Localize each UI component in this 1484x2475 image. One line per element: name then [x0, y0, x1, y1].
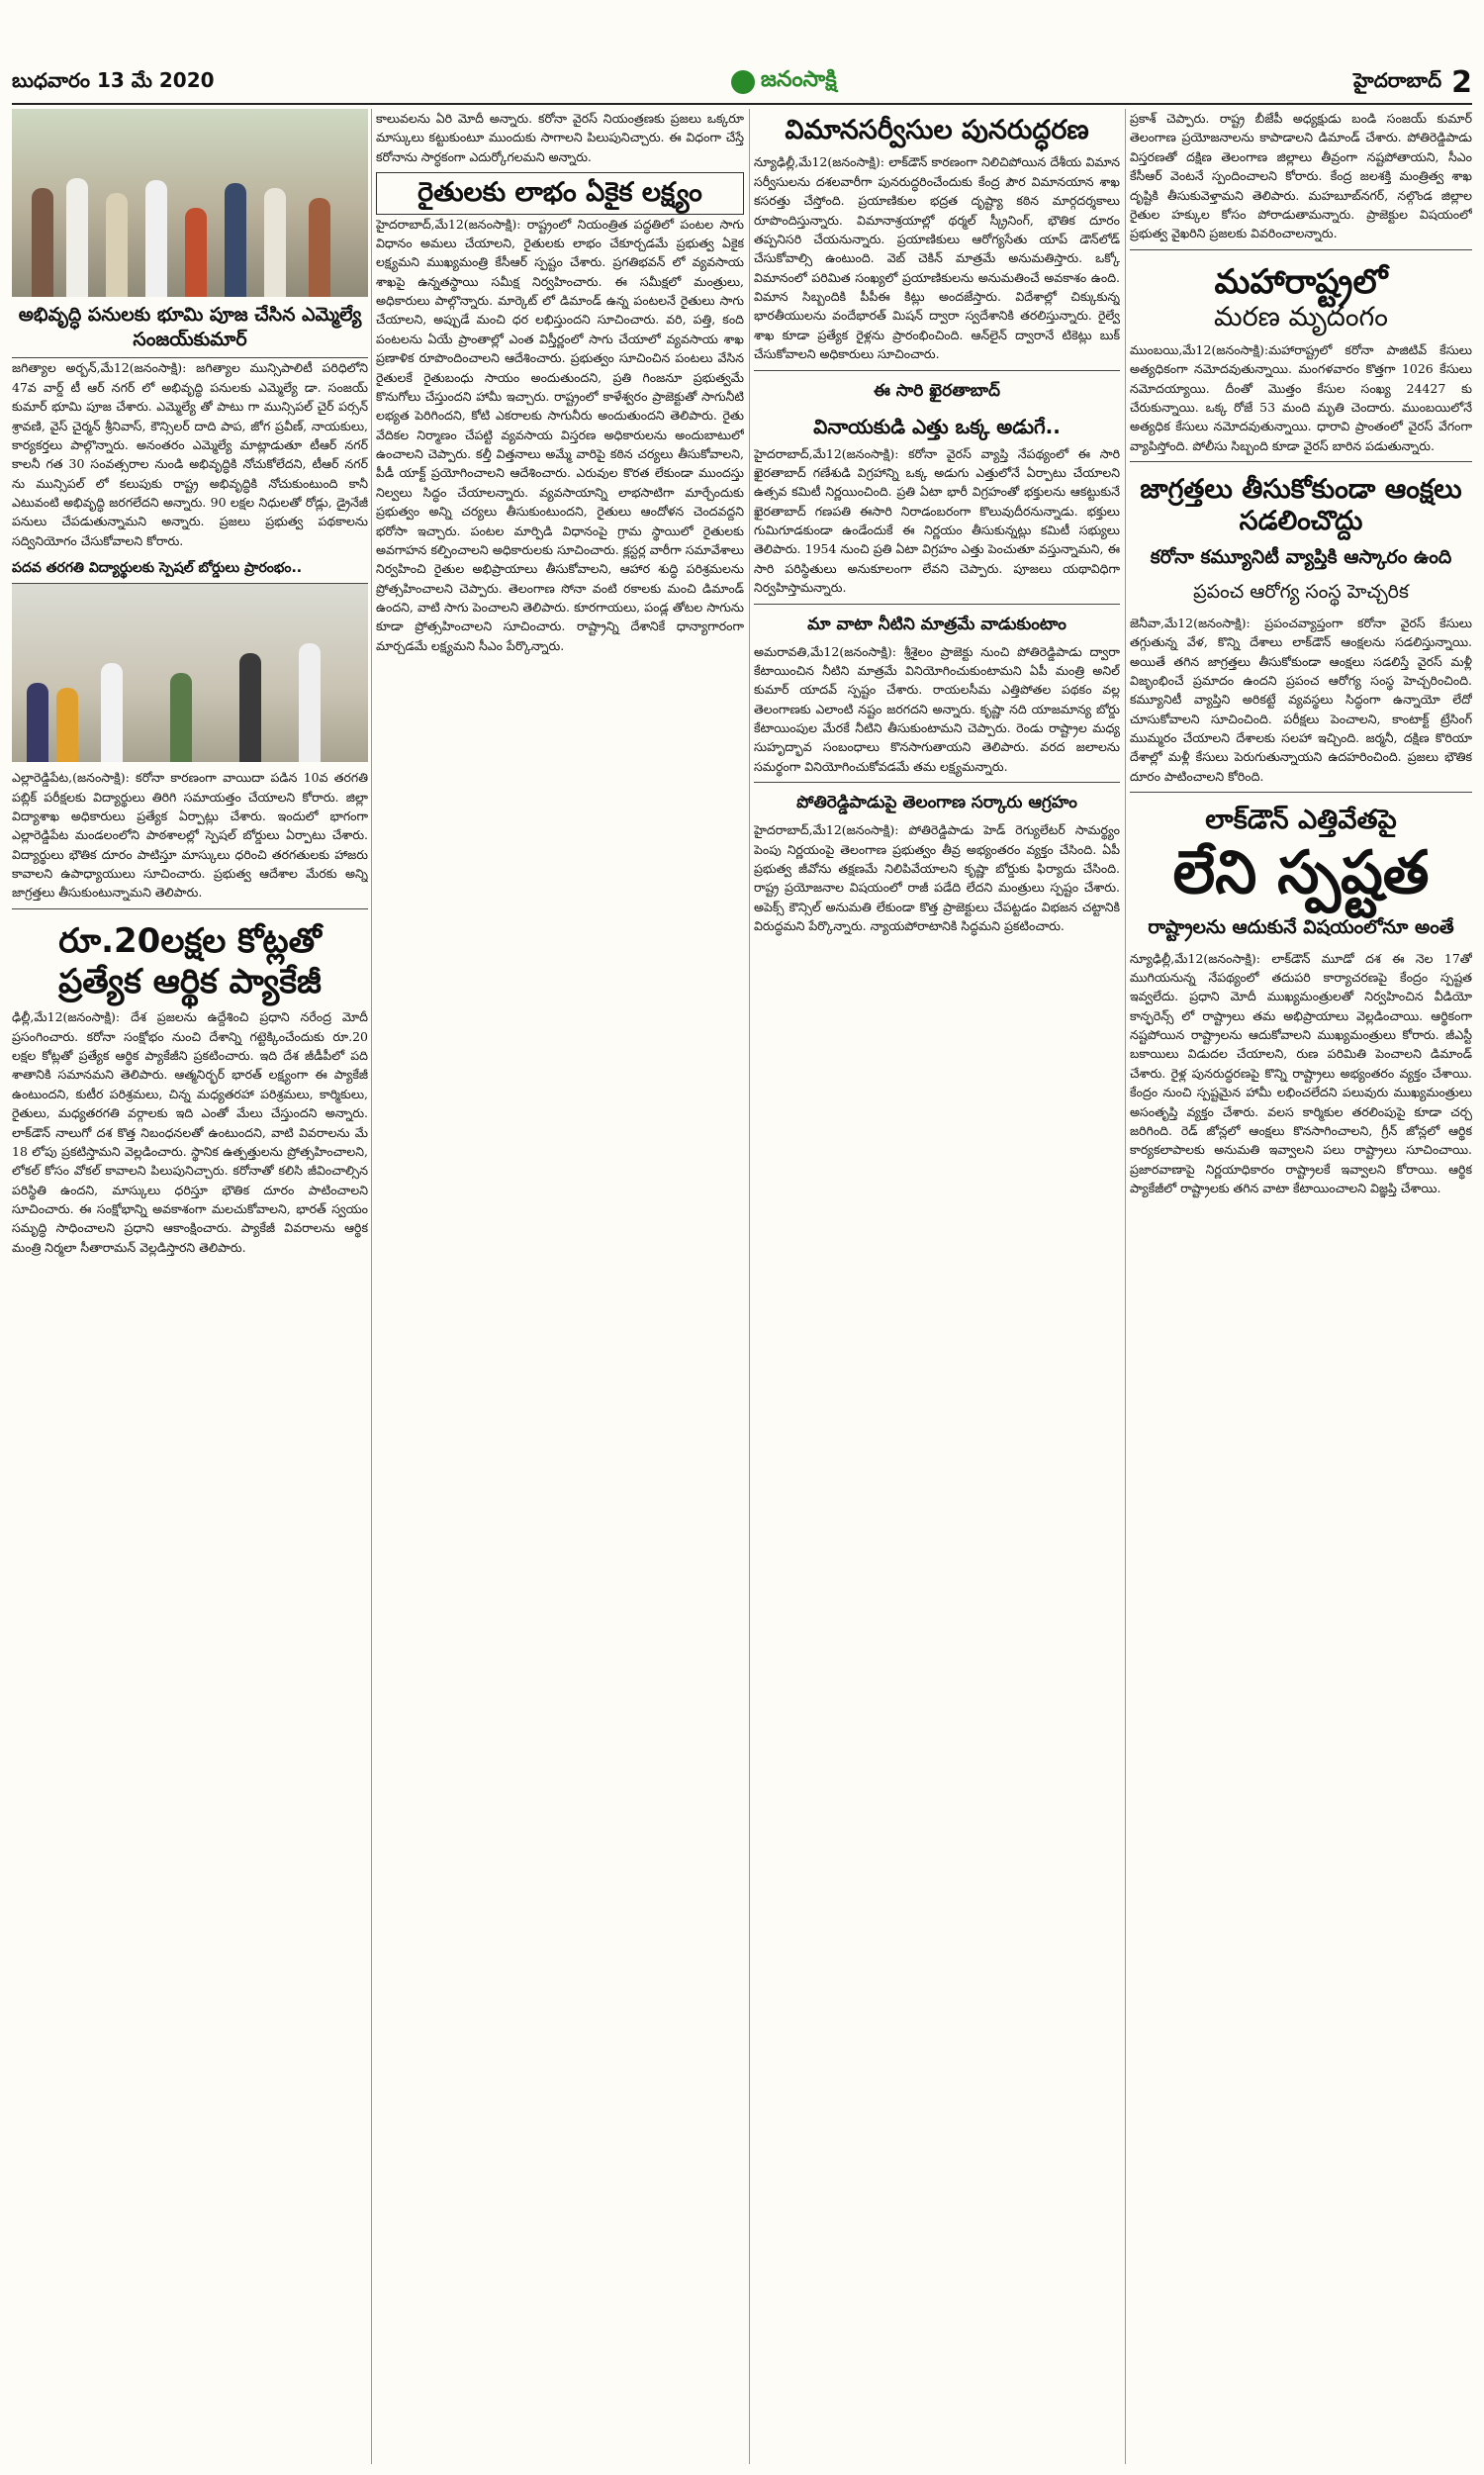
water-share-body: అమరావతి,మే12(జనంసాక్షి): శ్రీశైలం ప్రాజెక్టు నుంచి పోతిరెడ్డిపాడు ద్వారా కేటాయించిన నీటిని మాత్రమే వినియోగించుకుంటామని ఏపీ మంత్రి అనిల్ కుమార్ యాదవ్ స్పష్టం చేశారు. రాయలసీమ ఎత్తిపోతల పథకం వల్ల తెలంగాణకు ఎలాంటి నష్టం జరగదని అన్నారు. కృష్ణా నది యాజమాన్య బోర్డు కేటాయింపుల మేరకే నీటిని తీసుకుంటామని చెప్పారు. రెండు రాష్ట్రాల మధ్య సుహృద్భావ సంబంధాలు కొనసాగుతాయని తెలిపారు. వరద జలాలను సమర్థంగా వినియోగించుకోవడమే తమ లక్ష్యమన్నారు. — [754, 643, 1120, 774]
column-rule — [371, 109, 372, 2464]
lockdown-headline-large: లేని స్పష్టత — [1172, 837, 1430, 907]
story-lead-body: ప్రకాశ్ చెప్పారు. రాష్ట్ర బీజేపీ అధ్యక్షుడు బండి సంజయ్ కుమార్ తెలంగాణ ప్రయోజనాలను కాపాడాలని డిమాండ్ చేశారు. పోతిరెడ్డిపాడు విస్తరణతో దక్షిణ తెలంగాణ జిల్లాలు తీవ్రంగా నష్టపోతాయని, సీఎం కేసీఆర్ వెంటనే స్పందించాలని కోరారు. కేంద్ర జలశక్తి మంత్రిత్వ శాఖ దృష్టికి తీసుకువెళ్తామని తెలిపారు. మహబూబ్‌నగర్, నల్గొండ జిల్లాల రైతుల హక్కుల కోసం పోరాడుతామన్నారు. ప్రాజెక్టుల విషయంలో ప్రభుత్వ వైఖరిని ప్రజలకు వివరించాలన్నారు. — [1130, 111, 1472, 241]
ganesh-body: హైదరాబాద్,మే12(జనంసాక్షి): కరోనా వైరస్ వ్యాప్తి నేపథ్యంలో ఈ సారి ఖైరతాబాద్ గణేశుడి విగ్రహాన్ని ఒక్క అడుగు ఎత్తులోనే ఏర్పాటు చేయాలని ఉత్సవ కమిటీ నిర్ణయించింది. ప్రతి ఏటా భారీ విగ్రహంతో భక్తులను ఆకట్టుకునే ఖైరతాబాద్ గణపతి ఈసారి నిరాడంబరంగా కొలువుదీరనున్నాడు. భక్తులు గుమిగూడకుండా ఉండేందుకే ఈ నిర్ణయం తీసుకున్నట్లు కమిటీ సభ్యులు తెలిపారు. 1954 నుంచి ప్రతి ఏటా విగ్రహం ఎత్తు పెంచుతూ వస్తున్నామని, ఈ సారి పరిస్థితులు అనుకూలంగా లేవని చెప్పారు. పూజలు యథావిధిగా నిర్వహిస్తామన్నారు. — [754, 445, 1120, 596]
story1-body: జగిత్యాల అర్బన్,మే12(జనంసాక్షి): జగిత్యాల మున్సిపాలిటీ పరిధిలోని 47వ వార్డ్ టీ ఆర్ నగర్ లో అభివృద్ధి పనులకు ఎమ్మెల్యే డా. సంజయ్ కుమార్ భూమి పూజ చేశారు. ఎమ్మెల్యే తో పాటు గా మున్సిపల్ చైర్ పర్సన్ శ్రావణి, వైస్ చైర్మన్ శ్రీనివాస్, కౌన్సిలర్ దాది పాప, జోగ ప్రవీణ్, నాయకులు, కార్యకర్తలు పాల్గొన్నారు. అనంతరం ఎమ్మెల్యే మాట్లాడుతూ టీఆర్ నగర్ కాలనీ గత 30 సంవత్సరాల నుండి అభివృద్ధికి నోచుకోలేదని, టీఆర్ నగర్ ను మున్సిపల్ లో కలుపుకు రాష్ట్ర అభివృద్ధికి నోచుకుంటుంది కానీ ఎటువంటి అభివృద్ధి జరగలేదని అన్నారు. 90 లక్షల నిధులతో రోడ్లు, డ్రైనేజీ పనులు చేపడుతున్నామని అన్నారు. ప్రజలు ప్రభుత్వ పథకాలను సద్వినియోగం చేసుకోవాలని కోరారు. — [12, 360, 368, 548]
maharashtra-subheadline: మరణ మృదంగం — [1214, 302, 1388, 333]
divider — [12, 908, 368, 909]
brand-name: జనంసాక్షి — [760, 67, 837, 92]
water-share-headline: మా వాటా నీటిని మాత్రమే వాడుకుంటాం — [807, 614, 1067, 634]
pothireddypadu-body: హైదరాబాద్,మే12(జనంసాక్షి): పోతిరెడ్డిపాడు హెడ్ రెగ్యులేటర్ సామర్థ్యం పెంపు నిర్ణయంపై తెలంగాణ ప్రభుత్వం తీవ్ర అభ్యంతరం వ్యక్తం చేసింది. ఏపీ ప్రభుత్వ జీవోను తక్షణమే నిలిపివేయాలని కృష్ణా బోర్డుకు ఫిర్యాదు చేసింది. రాష్ట్ర ప్రయోజనాల విషయంలో రాజీ పడేది లేదని మంత్రులు స్పష్టం చేశారు. అపెక్స్ కౌన్సిల్ అనుమతి లేకుండా కొత్త ప్రాజెక్టులు చేపట్టడం విభజన చట్టానికి విరుద్ధమని పేర్కొన్నారు. న్యాయపోరాటానికి సిద్ధమని ప్రకటించారు. — [754, 822, 1120, 934]
lockdown-headline: లాక్‌డౌన్ ఎత్తివేతపై — [1205, 805, 1397, 836]
farmers-headline: రైతులకు లాభం ఏకైక లక్ష్యం — [376, 172, 744, 214]
story3-body: ఢిల్లీ,మే12(జనంసాక్షి): దేశ ప్రజలను ఉద్దేశించి ప్రధాని నరేంద్ర మోదీ ప్రసంగించారు. కరోనా సంక్షోభం నుంచి దేశాన్ని గట్టెక్కించేందుకు రూ.20 లక్షల కోట్లతో ప్రత్యేక ఆర్థిక ప్యాకేజీని ప్రకటించారు. ఇది దేశ జీడీపీలో పది శాతానికి సమానమని తెలిపారు. ఆత్మనిర్భర్ భారత్ లక్ష్యంగా ఈ ప్యాకేజీ ఉంటుందని, కుటీర పరిశ్రమలు, చిన్న మధ్యతరహా పరిశ్రమలు, కార్మికులు, రైతులు, మధ్యతరగతి వర్గాలకు ఇది ఎంతో మేలు చేస్తుందని అన్నారు. లాక్‌డౌన్ నాలుగో దశ కొత్త నిబంధనలతో ఉంటుందని, వాటి వివరాలను మే 18 లోపు ప్రకటిస్తామని వెల్లడించారు. స్థానిక ఉత్పత్తులను ప్రోత్సహించాలని, లోకల్ కోసం వోకల్ కావాలని పిలుపునిచ్చారు. కరోనాతో కలిసి జీవించాల్సిన పరిస్థితి ఉందని, మాస్కులు ధరిస్తూ భౌతిక దూరం పాటించాలని సూచించారు. ఈ సంక్షోభాన్ని అవకాశంగా మలచుకోవాలని, భారత్ స్వయం సమృద్ధి సాధించాలని ప్రధాని ఆకాంక్షించారు. ప్యాకేజీ వివరాలను ఆర్థిక మంత్రి నిర్మలా సీతారామన్ వెల్లడిస్తారని తెలిపారు. — [12, 1009, 368, 1255]
who-headline: జాగ్రత్తలు తీసుకోకుండా ఆంక్షలు సడలించొద్దు — [1140, 474, 1462, 537]
divider — [754, 782, 1120, 783]
maharashtra-headline: మహారాష్ట్రలో — [1214, 261, 1388, 302]
edition-city: హైదరాబాద్ — [1353, 67, 1442, 92]
lockdown-body: న్యూఢిల్లీ,మే12(జనంసాక్షి): లాక్‌డౌన్ మూడో దశ ఈ నెల 17తో ముగియనున్న నేపథ్యంలో తదుపరి కార్యాచరణపై కేంద్రం స్పష్టత ఇవ్వలేదు. ప్రధాని మోదీ ముఖ్యమంత్రులతో నిర్వహించిన వీడియో కాన్ఫరెన్స్ లో రాష్ట్రాలు తమ అభిప్రాయాలు వెల్లడించాయి. ఆర్థికంగా నష్టపోయిన రాష్ట్రాలను ఆదుకోవాలని ముఖ్యమంత్రులు కోరారు. జీఎస్టీ బకాయిలు విడుదల చేయాలని, రుణ పరిమితి పెంచాలని డిమాండ్ చేశారు. రైళ్ల పునరుద్ధరణపై కొన్ని రాష్ట్రాలు అభ్యంతరం వ్యక్తం చేశాయి. కేంద్రం నుంచి స్పష్టమైన హామీ లభించలేదని పలువురు ముఖ్యమంత్రులు అసంతృప్తి వ్యక్తం చేశారు. వలస కార్మికుల తరలింపుపై కూడా చర్చ జరిగింది. రెడ్ జోన్లలో ఆంక్షలు కొనసాగించాలని, గ్రీన్ జోన్లలో ఆర్థిక కార్యకలాపాలకు అనుమతి ఇవ్వాలని పలు రాష్ట్రాలు సూచించాయి. ప్రజారవాణాపై నిర్ణయాధికారం రాష్ట్రాలకే ఇవ్వాలని కోరాయి. ఆర్థిక ప్యాకేజీలో రాష్ట్రాలకు తగిన వాటా కేటాయించాలని విజ్ఞప్తి చేశాయి. — [1130, 950, 1472, 1196]
divider — [1130, 461, 1472, 462]
farmers-body: హైదరాబాద్,మే12(జనంసాక్షి): రాష్ట్రంలో నియంత్రిత పద్ధతిలో పంటల సాగు విధానం అమలు చేయాలని, రైతులకు లాభం చేకూర్చడమే ప్రభుత్వ ఏకైక లక్ష్యమని ముఖ్యమంత్రి కేసీఆర్ స్పష్టం చేశారు. ప్రగతిభవన్ లో వ్యవసాయ శాఖపై ఉన్నతస్థాయి సమీక్ష నిర్వహించారు. ఈ సమీక్షలో మంత్రులు, అధికారులు పాల్గొన్నారు. మార్కెట్ లో డిమాండ్ ఉన్న పంటలనే రైతులు సాగు చేయాలని, అప్పుడే మంచి ధర లభిస్తుందని సూచించారు. వరి, పత్తి, కంది పంటలను ఏయే ప్రాంతాల్లో ఎంత విస్తీర్ణంలో సాగు చేయాలో వ్యవసాయ శాఖ ప్రణాళిక రూపొందించాలని ఆదేశించారు. ప్రభుత్వం సూచించిన పంటలు వేసిన రైతులకే రైతుబంధు సాయం అందుతుందని, ప్రతి గింజనూ ప్రభుత్వమే కొనుగోలు చేస్తుందని హామీ ఇచ్చారు. రాష్ట్రంలో కాళేశ్వరం ప్రాజెక్టుతో సాగునీటి లభ్యత పెరిగిందని, కోటి ఎకరాలకు సాగునీరు అందుతుందని తెలిపారు. రైతు వేదికల నిర్మాణం చేపట్టి వ్యవసాయ విస్తరణ అధికారులను అందుబాటులో ఉంచాలని చెప్పారు. కల్తీ విత్తనాలు అమ్మే వారిపై కఠిన చర్యలు తీసుకోవాలని, పీడీ యాక్ట్ ప్రయోగించాలని ఆదేశించారు. ఎరువుల కొరత లేకుండా ముందస్తు నిల్వలు సిద్ధం చేయాలన్నారు. వ్యవసాయాన్ని లాభసాటిగా మార్చేందుకు ప్రభుత్వం అన్ని చర్యలు తీసుకుంటుందని, రైతులు ఆందోళన చెందవద్దని భరోసా ఇచ్చారు. పంటల మార్పిడి విధానంపై గ్రామ స్థాయిలో రైతులకు అవగాహన కల్పించాలని అధికారులకు సూచించారు. క్లస్టర్ల వారీగా సమావేశాలు నిర్వహించి రైతుల అభిప్రాయాలు తీసుకోవాలని, ఆహార శుద్ధి పరిశ్రమలను ప్రోత్సహించాలని చెప్పారు. తెలంగాణ సోనా వంటి రకాలకు మంచి డిమాండ్ ఉందని, వాటి సాగు పెంచాలని తెలిపారు. కూరగాయలు, పండ్ల తోటల సాగును కూడా ప్రోత్సహించాలని సూచించారు. రాష్ట్రాన్ని దేశానికే ధాన్యాగారంగా మార్చడమే లక్ష్యమని సీఎం పేర్కొన్నారు. — [376, 216, 744, 653]
photo-bhoomi-pooja — [12, 109, 368, 297]
story-lead-body: కాలువలను ఏరి మోదీ అన్నారు. కరోనా వైరస్ నియంత్రణకు ప్రజలు ఒక్కరూ మాస్కులు కట్టుకుంటూ ముందుకు సాగాలని పిలుపునిచ్చారు. ఈ విధంగా చేస్తే కరోనాను సార్ధకంగా ఎదుర్కోగలమని అన్నారు. — [376, 111, 744, 164]
brand-logo-icon — [731, 70, 755, 94]
flights-body: న్యూఢిల్లీ,మే12(జనంసాక్షి): లాక్‌డౌన్ కారణంగా నిలిచిపోయిన దేశీయ విమాన సర్వీసులను దశలవారీగా పునరుద్ధరించేందుకు కేంద్ర పౌర విమానయాన శాఖ కసరత్తు చేస్తోంది. ప్రయాణికుల భద్రత దృష్ట్యా కఠిన మార్గదర్శకాలు రూపొందిస్తున్నారు. విమానాశ్రయాల్లో థర్మల్ స్క్రీనింగ్, భౌతిక దూరం తప్పనిసరి చేయనున్నారు. ప్రయాణికులు ఆరోగ్యసేతు యాప్ డౌన్‌లోడ్ చేసుకోవాల్సి ఉంటుంది. వెబ్ చెకిన్ మాత్రమే అనుమతిస్తారు. ఒక్కో విమానంలో పరిమిత సంఖ్యలో ప్రయాణికులను అనుమతించే అవకాశం ఉంది. విమాన సిబ్బందికి పీపీఈ కిట్లు అందజేస్తారు. విదేశాల్లో చిక్కుకున్న భారతీయులను వందేభారత్ మిషన్ ద్వారా స్వదేశానికి తరలిస్తున్నారు. రైల్వే శాఖ కూడా ప్రత్యేక రైళ్లను ప్రారంభించింది. ఆన్‌లైన్ ద్వారానే టికెట్లు బుక్ చేసుకోవాలని అధికారులు సూచించారు. — [754, 154, 1120, 362]
masthead — [12, 61, 1472, 105]
column-1 — [12, 109, 368, 2464]
who-body: జెనీవా,మే12(జనంసాక్షి): ప్రపంచవ్యాప్తంగా కరోనా వైరస్ కేసులు తగ్గుతున్న వేళ, కొన్ని దేశాలు లాక్‌డౌన్ ఆంక్షలను సడలిస్తున్నాయి. అయితే తగిన జాగ్రత్తలు తీసుకోకుండా ఆంక్షలు సడలిస్తే వైరస్ మళ్లీ విజృంభించే ప్రమాదం ఉందని ప్రపంచ ఆరోగ్య సంస్థ హెచ్చరించింది. కమ్యూనిటీ వ్యాప్తిని అరికట్టే వ్యవస్థలు సిద్ధంగా ఉన్నాయో లేదో చూసుకోవాలని సూచించింది. పరీక్షలు పెంచాలని, కాంటాక్ట్ ట్రేసింగ్ ముమ్మరం చేయాలని దేశాలకు సలహా ఇచ్చింది. జర్మనీ, దక్షిణ కొరియా దేశాల్లో మళ్లీ కేసులు పెరుగుతున్నాయని ఉదహరించింది. ప్రజలు భౌతిక దూరం పాటించాలని కోరింది. — [1130, 615, 1472, 784]
who-tagline: ప్రపంచ ఆరోగ్య సంస్థ హెచ్చరిక — [1193, 580, 1409, 603]
photo1-caption: అభివృద్ధి పనులకు భూమి పూజ చేసిన ఎమ్మెల్యే సంజయ్‌కుమార్ — [12, 297, 368, 358]
khairatabad-kicker: ఈ సారి ఖైరతాబాద్ — [873, 380, 1001, 401]
story2-body: ఎల్లారెడ్డిపేట,(జనంసాక్షి): కరోనా కారణంగా వాయిదా పడిన 10వ తరగతి పబ్లిక్ పరీక్షలకు విద్యార్థులు తిరిగి సమాయత్తం చేయాలని కోరారు. జిల్లా విద్యాశాఖ అధికారులు ప్రత్యేక ఏర్పాట్లు చేశారు. ఇందులో భాగంగా ఎల్లారెడ్డిపేట మండలంలోని పాఠశాలల్లో స్పెషల్ బోర్డులు ఏర్పాటు చేశారు. విద్యార్థులు భౌతిక దూరం పాటిస్తూ మాస్కులు ధరించి తరగతులకు హాజరు కావాలని ఉపాధ్యాయులు సూచించారు. ప్రభుత్వ ఆదేశాల మేరకు అన్ని జాగ్రత్తలు తీసుకుంటున్నామని తెలిపారు. — [12, 770, 368, 901]
divider — [1130, 249, 1472, 250]
column-3 — [754, 109, 1120, 2464]
who-subheadline: కరోనా కమ్యూనిటీ వ్యాప్తికి ఆస్కారం ఉంది — [1150, 545, 1452, 568]
column-rule — [749, 109, 750, 2464]
flights-headline: విమానసర్వీసుల పునరుద్ధరణ — [785, 115, 1089, 145]
issue-date: బుధవారం 13 మే 2020 — [12, 67, 215, 92]
page-number: 2 — [1451, 64, 1472, 100]
brand — [731, 67, 837, 97]
lockdown-subheadline: రాష్ట్రాలను ఆదుకునే విషయంలోనూ అంతే — [1148, 915, 1454, 938]
story1-kicker: పదవ తరగతి విద్యార్థులకు స్పెషల్ బోర్డులు ప్రారంభం.. — [12, 556, 368, 584]
edition-info — [1353, 65, 1472, 100]
column-rule — [1125, 109, 1126, 2464]
divider — [754, 604, 1120, 605]
maharashtra-body: ముంబయి,మే12(జనంసాక్షి):మహారాష్ట్రలో కరోనా పాజిటివ్ కేసులు అత్యధికంగా నమోదవుతున్నాయి. మంగళవారం కొత్తగా 1026 కేసులు నమోదయ్యాయి. దీంతో మొత్తం కేసుల సంఖ్య 24427 కు చేరుకున్నాయి. ఒక్క రోజే 53 మంది మృతి చెందారు. ముంబయిలోనే అత్యధిక కేసులు నమోదవుతున్నాయి. ధారావి ప్రాంతంలో వైరస్ వేగంగా వ్యాపిస్తోంది. పోలీసు సిబ్బంది కూడా వైరస్ బారిన పడుతున్నారు. — [1130, 341, 1472, 453]
photo-students — [12, 584, 368, 762]
column-2 — [376, 109, 744, 2464]
pothireddypadu-headline: పోతిరెడ్డిపాడుపై తెలంగాణ సర్కారు ఆగ్రహం — [796, 793, 1077, 813]
divider — [754, 370, 1120, 371]
ganesh-headline: వినాయకుడి ఎత్తు ఒక్క అడుగే.. — [813, 414, 1061, 438]
column-4 — [1130, 109, 1472, 2464]
package-headline: రూ.20లక్షల కోట్లతో ప్రత్యేక ఆర్థిక ప్యాకేజీ — [58, 920, 322, 1001]
divider — [1130, 792, 1472, 793]
